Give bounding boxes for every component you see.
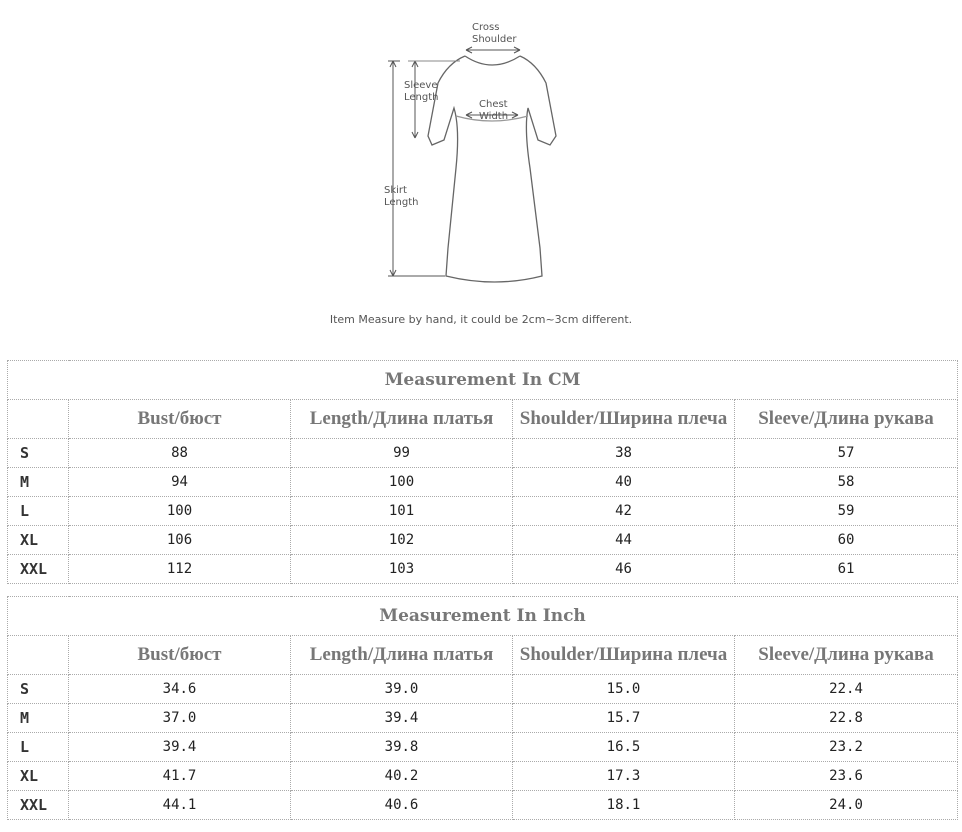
table-cell: 61	[735, 555, 958, 584]
table-cell: 100	[69, 497, 291, 526]
measurement-table-cm	[7, 360, 958, 584]
table-row	[8, 468, 958, 497]
table-cell: 22.8	[735, 704, 958, 733]
size-label: S	[8, 675, 69, 704]
table-cell: 46	[513, 555, 735, 584]
table-cell: 101	[291, 497, 513, 526]
measurement-table-inch	[7, 596, 958, 820]
table-cell: 16.5	[513, 733, 735, 762]
size-label: XXL	[8, 791, 69, 820]
column-header: Length/Длина платья	[291, 636, 513, 675]
table-cell: 23.6	[735, 762, 958, 791]
table-cell: 41.7	[69, 762, 291, 791]
table-cell: 17.3	[513, 762, 735, 791]
size-label: XXL	[8, 555, 69, 584]
table-cell: 18.1	[513, 791, 735, 820]
size-label: L	[8, 733, 69, 762]
table-cell: 59	[735, 497, 958, 526]
table-row	[8, 791, 958, 820]
table-cell: 24.0	[735, 791, 958, 820]
table-row	[8, 762, 958, 791]
table-cell: 106	[69, 526, 291, 555]
size-label: XL	[8, 762, 69, 791]
size-label: M	[8, 704, 69, 733]
table-cell: 112	[69, 555, 291, 584]
table-row	[8, 526, 958, 555]
dress-measurement-diagram	[320, 8, 650, 348]
column-header: Shoulder/Ширина плеча	[513, 400, 735, 439]
column-header: Bust/бюст	[69, 636, 291, 675]
table-cell: 60	[735, 526, 958, 555]
size-label: XL	[8, 526, 69, 555]
table-cell: 44.1	[69, 791, 291, 820]
size-label: M	[8, 468, 69, 497]
table-cell: 42	[513, 497, 735, 526]
table-row	[8, 675, 958, 704]
column-header	[8, 400, 69, 439]
sleeve-length-label: Sleeve Length	[404, 80, 439, 103]
column-header: Sleeve/Длина рукава	[735, 400, 958, 439]
table-row	[8, 439, 958, 468]
table-cell: 39.4	[291, 704, 513, 733]
table-cell: 58	[735, 468, 958, 497]
table-row	[8, 733, 958, 762]
cross-shoulder-label: Cross Shoulder	[472, 22, 517, 45]
chest-width-label: Chest Width	[479, 99, 509, 122]
table-cell: 100	[291, 468, 513, 497]
table-cell: 103	[291, 555, 513, 584]
skirt-length-label: Skirt Length	[384, 185, 419, 208]
column-header	[8, 636, 69, 675]
column-header: Sleeve/Длина рукава	[735, 636, 958, 675]
table-cell: 37.0	[69, 704, 291, 733]
table-cell: 34.6	[69, 675, 291, 704]
table-cell: 94	[69, 468, 291, 497]
table-cell: 40.2	[291, 762, 513, 791]
table-cell: 88	[69, 439, 291, 468]
table-row	[8, 497, 958, 526]
table-cell: 44	[513, 526, 735, 555]
column-header: Shoulder/Ширина плеча	[513, 636, 735, 675]
table-cell: 39.8	[291, 733, 513, 762]
size-label: S	[8, 439, 69, 468]
table-cell: 39.0	[291, 675, 513, 704]
table-cell: 57	[735, 439, 958, 468]
table-title: Measurement In Inch	[8, 597, 958, 636]
table-cell: 102	[291, 526, 513, 555]
table-cell: 15.7	[513, 704, 735, 733]
measure-note: Item Measure by hand, it could be 2cm~3cm different.	[329, 313, 633, 326]
table-cell: 40.6	[291, 791, 513, 820]
table-row	[8, 704, 958, 733]
dress-outline-illustration	[320, 8, 650, 308]
table-cell: 39.4	[69, 733, 291, 762]
table-cell: 15.0	[513, 675, 735, 704]
table-row	[8, 555, 958, 584]
table-cell: 22.4	[735, 675, 958, 704]
size-label: L	[8, 497, 69, 526]
table-cell: 40	[513, 468, 735, 497]
table-cell: 99	[291, 439, 513, 468]
column-header: Length/Длина платья	[291, 400, 513, 439]
column-header: Bust/бюст	[69, 400, 291, 439]
table-cell: 23.2	[735, 733, 958, 762]
table-cell: 38	[513, 439, 735, 468]
table-title: Measurement In CM	[8, 361, 958, 400]
